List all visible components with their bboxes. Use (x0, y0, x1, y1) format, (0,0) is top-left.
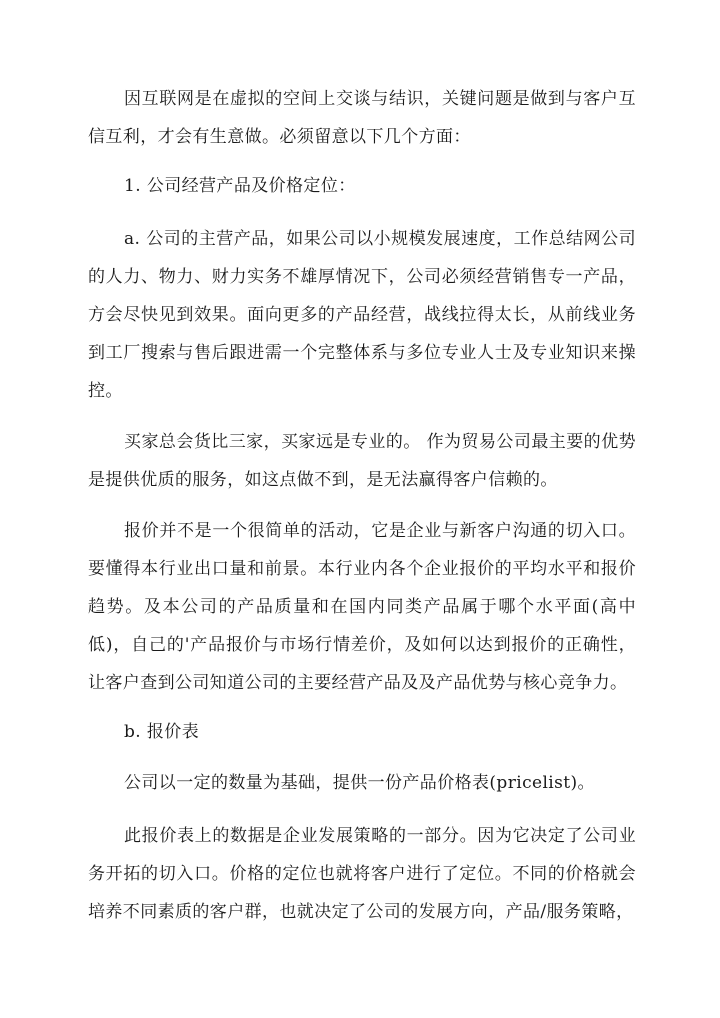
paragraph-pricelist: 公司以一定的数量为基础，提供一份产品价格表(pricelist)。 (124, 773, 595, 793)
paragraph-strategy: 此报价表上的数据是企业发展策略的一部分。因为它决定了公司业务开拓的切入口。价格的定位也就将客户进行了定位。不同的价格就会培养不同素质的客户群，也就决定了公司的发展方向，产品/服务策略， (88, 826, 636, 922)
paragraph-quotation: 报价并不是一个很简单的活动，它是企业与新客户沟通的切入口。要懂得本行业出口量和前景。本行业内各个企业报价的平均水平和报价趋势。及本公司的产品质量和在国内同类产品属于哪个水平面(高中低)，自己的'产品报价与市场行情差价，及如何以达到报价的正确性，让客户查到公司知道公司的主要经营产品及及产品优势与核心竞争力。 (88, 521, 636, 693)
section-heading-1: 1. 公司经营产品及价格定位： (124, 176, 356, 196)
document-body (88, 80, 636, 931)
paragraph-main-products: a. 公司的主营产品，如果公司以小规模发展速度，工作总结网公司的人力、物力、财力实务不雄厚情况下，公司必须经营销售专一产品，方会尽快见到效果。面向更多的产品经营，战线拉得太长，从前线业务到工厂搜索与售后跟进需一个完整体系与多位专业人士及专业知识来操控。 (88, 229, 636, 401)
paragraph-intro: 因互联网是在虚拟的空间上交谈与结识，关键问题是做到与客户互信互利，才会有生意做。必须留意以下几个方面： (88, 89, 636, 147)
section-heading-b: b. 报价表 (124, 722, 200, 742)
paragraph-buyers: 买家总会货比三家，买家远是专业的。 作为贸易公司最主要的优势是提供优质的服务，如这点做不到，是无法赢得客户信赖的。 (88, 432, 636, 490)
